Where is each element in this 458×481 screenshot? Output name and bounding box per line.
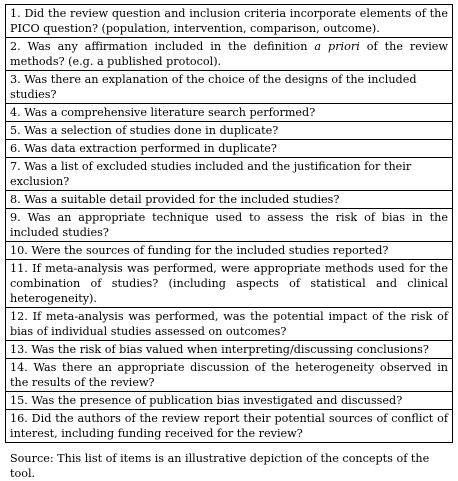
checklist-item-1: 1. Did the review question and inclusion criteria incorporate elements of the PICO question? (population, intervention, comparison, outcome). [6,5,453,38]
checklist-item-2 [6,38,453,71]
table-row [6,122,453,140]
checklist-item-10: 10. Were the sources of funding for the included studies reported? [6,242,453,260]
checklist-item-4: 4. Was a comprehensive literature search performed? [6,104,453,122]
table-row [6,359,453,392]
document [5,4,453,481]
checklist-item-12: 12. If meta-analysis was performed, was the potential impact of the risk of bias of individual studies assessed on outcomes? [6,308,453,341]
table-row [6,5,453,38]
item-2-emphasis: a priori [314,40,360,53]
table-row [6,410,453,443]
checklist-item-3: 3. Was there an explanation of the choice of the designs of the included studies? [6,71,453,104]
table-row [6,209,453,242]
item-2-text-start: 2. Was any affirmation included in the definition [10,40,315,53]
checklist-item-11: 11. If meta-analysis was performed, were appropriate methods used for the combination of studies? (including aspects of statistical and clinical heterogeneity). [6,260,453,308]
item-2-text-end: of the review methods? (e.g. a published protocol). [10,40,448,68]
checklist-item-7: 7. Was a list of excluded studies included and the justification for their exclusion? [6,158,453,191]
source-note: Source: This list of items is an illustrative depiction of the concepts of the tool. [10,452,430,480]
table-row [6,140,453,158]
table-row [6,71,453,104]
checklist-item-16: 16. Did the authors of the review report their potential sources of conflict of interest, including funding received for the review? [6,410,453,443]
checklist-item-8: 8. Was a suitable detail provided for the included studies? [6,191,453,209]
checklist-table [5,4,453,443]
table-row [6,158,453,191]
table-row [6,392,453,410]
checklist-item-14: 14. Was there an appropriate discussion of the heterogeneity observed in the results of the review? [6,359,453,392]
checklist-item-15: 15. Was the presence of publication bias investigated and discussed? [6,392,453,410]
table-row [6,308,453,341]
table-row [6,242,453,260]
table-row [6,104,453,122]
checklist-item-5: 5. Was a selection of studies done in duplicate? [6,122,453,140]
table-row [6,341,453,359]
checklist-item-9: 9. Was an appropriate technique used to assess the risk of bias in the included studies? [6,209,453,242]
table-row [6,260,453,308]
checklist-item-13: 13. Was the risk of bias valued when interpreting/discussing conclusions? [6,341,453,359]
checklist-item-6: 6. Was data extraction performed in duplicate? [6,140,453,158]
table-row [6,38,453,71]
table-row [6,191,453,209]
